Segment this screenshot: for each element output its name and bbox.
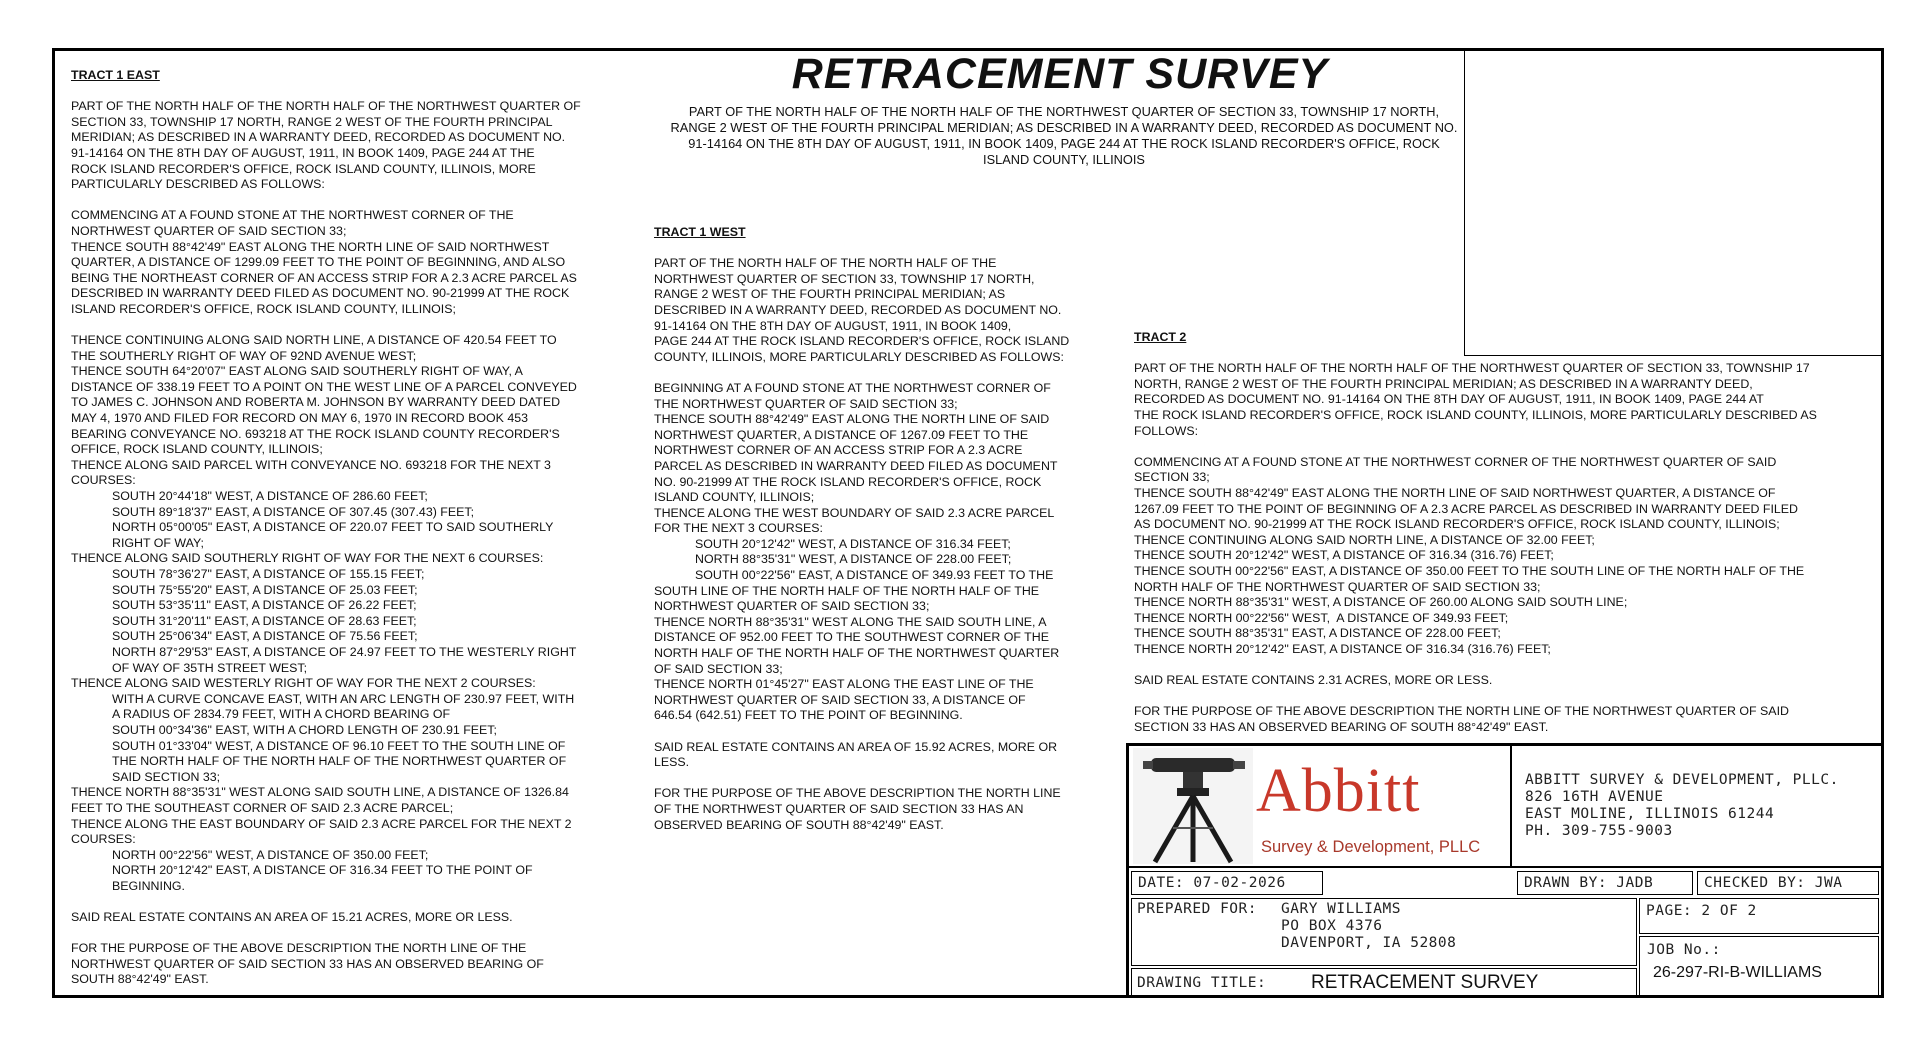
tract-2-paragraph: COMMENCING AT A FOUND STONE AT THE NORTHWEST CORNER OF THE NORTHWEST QUARTER OF SAID SECTION 33; THENCE SOUTH 88°42'49" EAST ALONG THE NORTH LINE OF SAID NORTHWEST QUARTER, A DISTANCE OF 1267.09 FEET TO THE POINT OF BEGINNING OF A 2.3 ACRE PARCEL AS DESCRIBED IN WARRANTY DEED FILED AS DOCUMENT NO. 90-21999 AT THE ROCK ISLAND RECORDER'S OFFICE, ROCK ISLAND COUNTY, ILLINOIS; THENCE CONTINUING ALONG SAID NORTH LINE, A DISTANCE OF 32.00 FEET; THENCE SOUTH 20°12'42" WEST, A DISTANCE OF 316.34 (316.76) FEET; THENCE SOUTH 00°22'56" EAST, A DISTANCE OF 350.00 FEET TO THE SOUTH LINE OF THE NORTH HALF OF THE NORTH HALF OF THE NORTHWEST QUARTER OF SAID SECTION 33; THENCE NORTH 88°35'31" WEST, A DISTANCE OF 260.00 ALONG SAID SOUTH LINE; THENCE NORTH 00°22'56" WEST, A DISTANCE OF 349.93 FEET; THENCE SOUTH 88°35'31" EAST, A DISTANCE OF 228.00 FEET; THENCE NORTH 20°12'42" EAST, A DISTANCE OF 316.34 (316.76) FEET; xyxy=(1134,454,1805,656)
date-value: DATE: 07-02-2026 xyxy=(1138,875,1286,891)
row-divider xyxy=(1129,866,1884,868)
tract-1-east-courses: WITH A CURVE CONCAVE EAST, WITH AN ARC LENGTH OF 230.97 FEET, WITH A RADIUS OF 2834.79 FEET, WITH A CHORD BEARING OF SOUTH 00°34'36" EAST, WITH A CHORD LENGTH OF 230.91 FEET; SOUTH 01°33'04" WEST, A DISTANCE OF 96.10 FEET TO THE SOUTH LINE OF THE NORTH HALF OF THE NORTH HALF OF THE NORTHWEST QUARTER OF SAID SECTION 33; xyxy=(112,691,575,784)
seal-box xyxy=(1464,51,1881,356)
checked-by-value: CHECKED BY: JWA xyxy=(1704,875,1843,891)
prepared-for-address xyxy=(1281,901,1456,952)
company-city: EAST MOLINE, ILLINOIS 61244 xyxy=(1525,806,1775,822)
logo-wordmark: Abbitt xyxy=(1256,757,1421,825)
tract-1-west-paragraph: BEGINNING AT A FOUND STONE AT THE NORTHWEST CORNER OF THE NORTHWEST QUARTER OF SAID SECTION 33; THENCE SOUTH 88°42'49" EAST ALONG THE NORTH LINE OF SAID NORTHWEST QUARTER, A DISTANCE OF 1267.09 FEET TO THE NORTHWEST CORNER OF AN ACCESS STRIP FOR A 2.3 ACRE PARCEL AS DESCRIBED IN WARRANTY DEED FILED AS DOCUMENT NO. 90-21999 AT THE ROCK ISLAND RECORDER'S OFFICE, ROCK ISLAND COUNTY, ILLINOIS; THENCE ALONG THE WEST BOUNDARY OF SAID 2.3 ACRE PARCEL FOR THE NEXT 3 COURSES: xyxy=(654,380,1058,536)
drawing-title-value: RETRACEMENT SURVEY xyxy=(1311,972,1539,993)
company-info xyxy=(1525,772,1839,840)
logo-divider xyxy=(1510,746,1512,866)
prepared-for-label: PREPARED FOR: xyxy=(1137,901,1257,917)
tract-1-east-heading: TRACT 1 EAST xyxy=(71,68,160,82)
tract-1-west-courses: SOUTH 20°12'42" WEST, A DISTANCE OF 316.34 FEET; NORTH 88°35'31" WEST, A DISTANCE OF 228.00 FEET; SOUTH 00°22'56" EAST, A DISTANCE OF 349.93 FEET TO THE xyxy=(695,536,1054,583)
intro-description: PART OF THE NORTH HALF OF THE NORTH HALF OF THE NORTHWEST QUARTER OF SECTION 33, TOWNSHIP 17 NORTH, RANGE 2 WEST OF THE FOURTH PRINCIPAL MERIDIAN; AS DESCRIBED IN A WARRANTY DEED, RECORDED AS DOCUMENT NO. 91-14164 ON THE 8TH DAY OF AUGUST, 1911, IN BOOK 1409, PAGE 244 AT THE ROCK ISLAND RECORDER'S OFFICE, ROCK ISLAND COUNTY, ILLINOIS xyxy=(670,104,1458,167)
prepared-for-name: GARY WILLIAMS xyxy=(1281,901,1401,917)
tract-1-east-paragraph: THENCE CONTINUING ALONG SAID NORTH LINE, A DISTANCE OF 420.54 FEET TO THE SOUTHERLY RIGHT OF WAY OF 92ND AVENUE WEST; THENCE SOUTH 64°20'07" EAST ALONG SAID SOUTHERLY RIGHT OF WAY, A DISTANCE OF 338.19 FEET TO A POINT ON THE WEST LINE OF A PARCEL CONVEYED TO JAMES C. JOHNSON AND ROBERTA M. JOHNSON BY WARRANTY DEED DATED MAY 4, 1970 AND FILED FOR RECORD ON MAY 6, 1970 IN RECORD BOOK 453 BEARING CONVEYANCE NO. 693218 AT THE ROCK ISLAND COUNTY RECORDER'S OFFICE, ROCK ISLAND COUNTY, ILLINOIS; THENCE ALONG SAID PARCEL WITH CONVEYANCE NO. 693218 FOR THE NEXT 3 COURSES: xyxy=(71,333,577,488)
tract-1-west-area: SAID REAL ESTATE CONTAINS AN AREA OF 15.92 ACRES, MORE OR LESS. xyxy=(654,739,1058,770)
tract-1-east-paragraph: PART OF THE NORTH HALF OF THE NORTH HALF OF THE NORTHWEST QUARTER OF SECTION 33, TOWNSHIP 17 NORTH, RANGE 2 WEST OF THE FOURTH PRINCIPAL MERIDIAN; AS DESCRIBED IN A WARRANTY DEED, RECORDED AS DOCUMENT NO. 91-14164 ON THE 8TH DAY OF AUGUST, 1911, IN BOOK 1409, PAGE 244 AT THE ROCK ISLAND RECORDER'S OFFICE, ROCK ISLAND COUNTY, ILLINOIS, MORE PARTICULARLY DESCRIBED AS FOLLOWS: xyxy=(71,99,581,192)
company-phone: PH. 309-755-9003 xyxy=(1525,823,1673,839)
tract-1-east-bearing: FOR THE PURPOSE OF THE ABOVE DESCRIPTION THE NORTH LINE OF THE NORTHWEST QUARTER OF SAID SECTION 33 HAS AN OBSERVED BEARING OF SOUTH 88°42'49" EAST. xyxy=(71,941,544,987)
drawn-by-cell xyxy=(1517,871,1693,895)
drawing-title-label: DRAWING TITLE: xyxy=(1137,975,1267,991)
surveyor-transit-icon xyxy=(1133,748,1253,864)
page-number: PAGE: 2 OF 2 xyxy=(1646,903,1757,919)
tract-1-west-bearing: FOR THE PURPOSE OF THE ABOVE DESCRIPTION THE NORTH LINE OF THE NORTHWEST QUARTER OF SAID SECTION 33 HAS AN OBSERVED BEARING OF SOUTH 88°42'49" EAST. xyxy=(654,786,1061,832)
tract-1-east-paragraph: COMMENCING AT A FOUND STONE AT THE NORTHWEST CORNER OF THE NORTHWEST QUARTER OF SAID SECTION 33; THENCE SOUTH 88°42'49" EAST ALONG THE NORTH LINE OF SAID NORTHWEST QUARTER, A DISTANCE OF 1299.09 FEET TO THE POINT OF BEGINNING, AND ALSO BEING THE NORTHEAST CORNER OF AN ACCESS STRIP FOR A 2.3 ACRE PARCEL AS DESCRIBED IN WARRANTY DEED FILED AS DOCUMENT NO. 90-21999 AT THE ROCK ISLAND RECORDER'S OFFICE, ROCK ISLAND COUNTY, ILLINOIS; xyxy=(71,208,577,316)
tract-2-paragraph: PART OF THE NORTH HALF OF THE NORTH HALF OF THE NORTHWEST QUARTER OF SECTION 33, TOWNSHIP 17 NORTH, RANGE 2 WEST OF THE FOURTH PRINCIPAL MERIDIAN; AS DESCRIBED IN A WARRANTY DEED, RECORDED AS DOCUMENT NO. 91-14164 ON THE 8TH DAY OF AUGUST, 1911, IN BOOK 1409, PAGE 244 AT THE ROCK ISLAND RECORDER'S OFFICE, ROCK ISLAND COUNTY, ILLINOIS, MORE PARTICULARLY DESCRIBED AS FOLLOWS: xyxy=(1134,361,1817,438)
prepared-for-city: DAVENPORT, IA 52808 xyxy=(1281,935,1457,951)
tract-1-east-paragraph: THENCE ALONG SAID WESTERLY RIGHT OF WAY FOR THE NEXT 2 COURSES: xyxy=(71,676,536,691)
page-cell xyxy=(1639,898,1879,934)
tract-2-area: SAID REAL ESTATE CONTAINS 2.31 ACRES, MORE OR LESS. xyxy=(1134,673,1493,688)
drawn-by-value: DRAWN BY: JADB xyxy=(1524,875,1654,891)
job-label: JOB No.: xyxy=(1647,942,1721,958)
checked-by-cell xyxy=(1697,871,1879,895)
tract-1-east-courses: NORTH 00°22'56" WEST, A DISTANCE OF 350.00 FEET; NORTH 20°12'42" EAST, A DISTANCE OF 316.34 FEET TO THE POINT OF BEGINNING. xyxy=(112,847,533,893)
tract-1-west-paragraph: SOUTH LINE OF THE NORTH HALF OF THE NORTH HALF OF THE NORTHWEST QUARTER OF SAID SECTION 33; THENCE NORTH 88°35'31" WEST ALONG THE SAID SOUTH LINE, A DISTANCE OF 952.00 FEET TO THE SOUTHWEST CORNER OF THE NORTH HALF OF THE NORTH HALF OF THE NORTHWEST QUARTER OF SAID SECTION 33; THENCE NORTH 01°45'27" EAST ALONG THE EAST LINE OF THE NORTHWEST QUARTER OF SAID SECTION 33, A DISTANCE OF 646.54 (642.51) FEET TO THE POINT OF BEGINNING. xyxy=(654,583,1060,723)
prepared-for-box: PO BOX 4376 xyxy=(1281,918,1383,934)
tract-1-east-courses: SOUTH 20°44'18" WEST, A DISTANCE OF 286.60 FEET; SOUTH 89°18'37" EAST, A DISTANCE OF 307.45 (307.43) FEET; NORTH 05°00'05" EAST, A DISTANCE OF 220.07 FEET TO SAID SOUTHERLY RIGHT OF WAY; xyxy=(112,489,554,550)
tract-1-east-courses: SOUTH 78°36'27" EAST, A DISTANCE OF 155.15 FEET; SOUTH 75°55'20" EAST, A DISTANCE OF 25.03 FEET; SOUTH 53°35'11" EAST, A DISTANCE OF 26.22 FEET; SOUTH 31°20'11" EAST, A DISTANCE OF 28.63 FEET; SOUTH 25°06'34" EAST, A DISTANCE OF 75.56 FEET; NORTH 87°29'53" EAST, A DISTANCE OF 24.97 FEET TO THE WESTERLY RIGHT OF WAY OF 35TH STREET WEST; xyxy=(112,567,577,675)
tract-1-west xyxy=(654,225,1114,833)
tract-1-west-paragraph: PART OF THE NORTH HALF OF THE NORTH HALF OF THE NORTHWEST QUARTER OF SECTION 33, TOWNSHIP 17 NORTH, RANGE 2 WEST OF THE FOURTH PRINCIPAL MERIDIAN; AS DESCRIBED IN A WARRANTY DEED, RECORDED AS DOCUMENT NO. 91-14164 ON THE 8TH DAY OF AUGUST, 1911, IN BOOK 1409, PAGE 244 AT THE ROCK ISLAND RECORDER'S OFFICE, ROCK ISLAND COUNTY, ILLINOIS, MORE PARTICULARLY DESCRIBED AS FOLLOWS: xyxy=(654,256,1070,364)
tract-1-east-area: SAID REAL ESTATE CONTAINS AN AREA OF 15.21 ACRES, MORE OR LESS. xyxy=(71,910,513,925)
date-cell xyxy=(1131,871,1323,895)
title-block xyxy=(1126,743,1881,995)
tract-2-heading: TRACT 2 xyxy=(1134,330,1187,344)
job-number: 26-297-RI-B-WILLIAMS xyxy=(1653,964,1822,981)
tract-2 xyxy=(1134,330,1879,735)
company-address: 826 16TH AVENUE xyxy=(1525,789,1664,805)
tract-1-east-paragraph: THENCE NORTH 88°35'31" WEST ALONG SAID SOUTH LINE, A DISTANCE OF 1326.84 FEET TO THE SOUTHEAST CORNER OF SAID 2.3 ACRE PARCEL; THENCE ALONG THE EAST BOUNDARY OF SAID 2.3 ACRE PARCEL FOR THE NEXT 2 COURSES: xyxy=(71,785,572,847)
logo-subtitle: Survey & Development, PLLC xyxy=(1261,838,1481,856)
company-name: ABBITT SURVEY & DEVELOPMENT, PLLC. xyxy=(1525,772,1839,788)
tract-1-west-heading: TRACT 1 WEST xyxy=(654,225,746,239)
page-title: RETRACEMENT SURVEY xyxy=(791,50,1329,98)
company-logo xyxy=(1131,748,1509,864)
tract-1-east xyxy=(71,68,641,988)
tract-2-bearing: FOR THE PURPOSE OF THE ABOVE DESCRIPTION THE NORTH LINE OF THE NORTHWEST QUARTER OF SAID SECTION 33 HAS AN OBSERVED BEARING OF SOUTH 88°42'49" EAST. xyxy=(1134,704,1789,734)
tract-1-east-paragraph: THENCE ALONG SAID SOUTHERLY RIGHT OF WAY FOR THE NEXT 6 COURSES: xyxy=(71,551,544,566)
